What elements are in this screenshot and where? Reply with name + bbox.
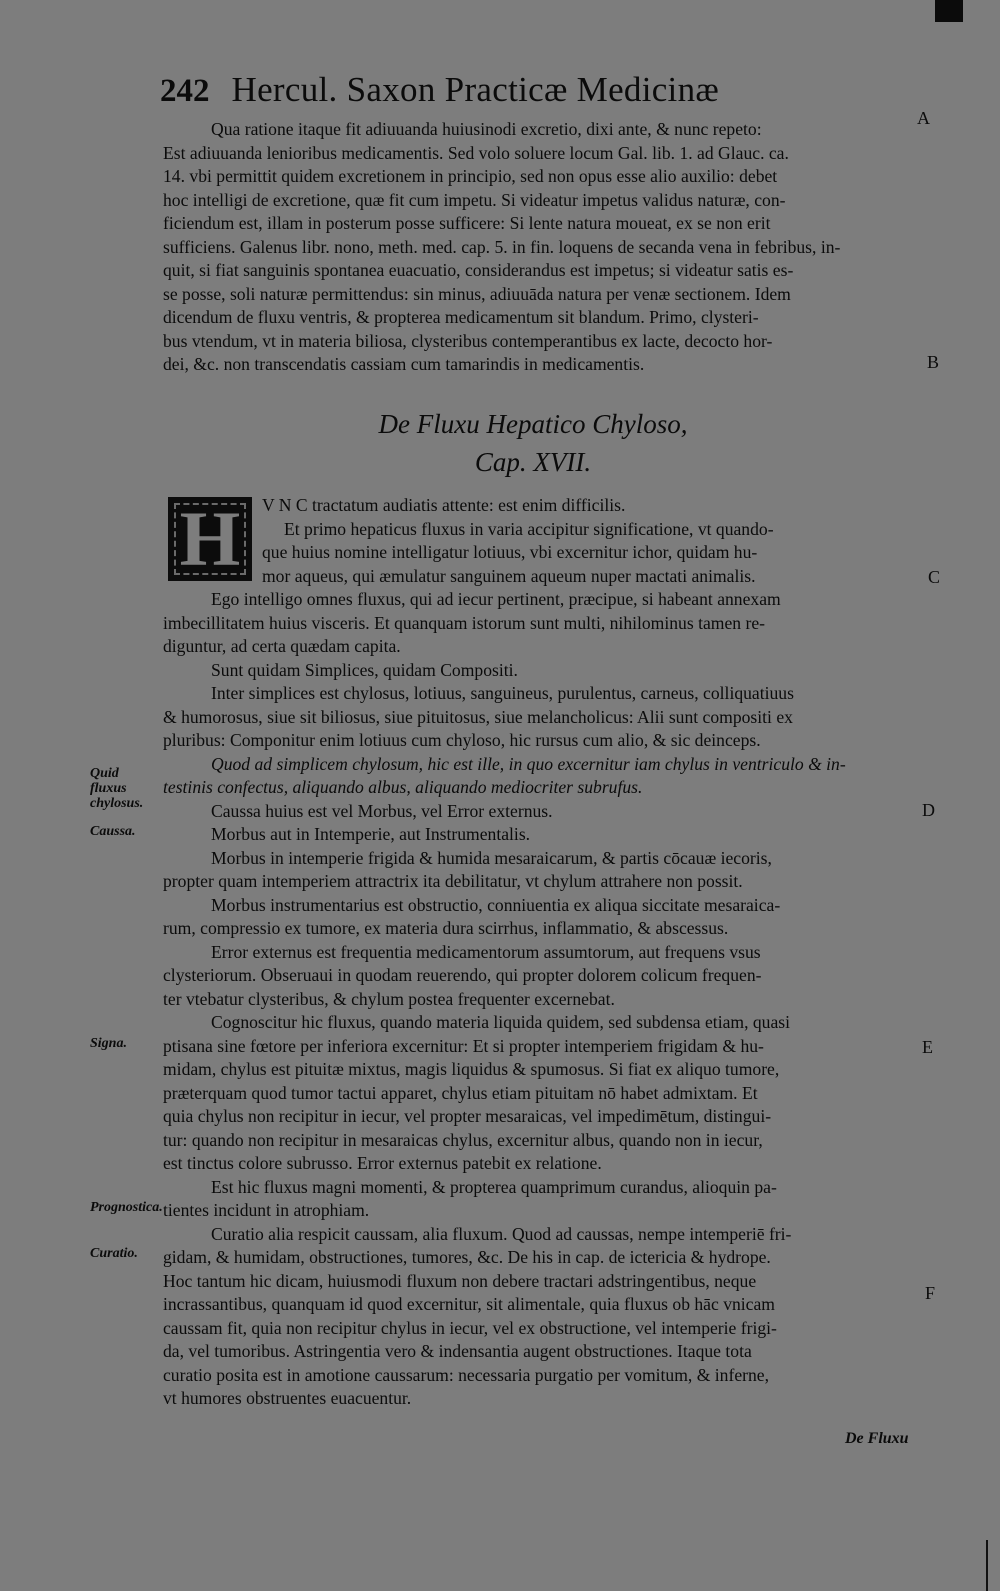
text-line: imbecillitatem huius visceris. Et quanquam istorum sunt multi, nihilominus tamen re-	[163, 612, 766, 633]
section-ref-c: C	[928, 567, 941, 587]
text-line: tur: quando non recipitur in mesaraicas chylus, excernitur albus, quando non in iecur,	[163, 1129, 763, 1150]
chapter-title: De Fluxu Hepatico Chyloso,	[378, 409, 688, 439]
text-line: mor aqueus, qui æmulatur sanguinem aqueum nuper mactati animalis.	[262, 565, 756, 586]
text-line: gidam, & humidam, obstructiones, tumores, &c. De his in cap. de ictericia & hydrope.	[163, 1247, 771, 1267]
text-line: incrassantibus, quanquam id quod excernitur, sit alimentale, quia fluxus ob hāc vnicam	[163, 1294, 775, 1314]
text-line: Est hic fluxus magni momenti, & propterea quamprimum curandus, alioquin pa-	[211, 1176, 777, 1197]
page-number: 242	[160, 73, 210, 109]
section-ref-f: F	[925, 1283, 936, 1303]
text-line: præterquam quod tumor tactui apparet, chylus etiam pituitam nō habet admixtam. Et	[163, 1082, 758, 1103]
text-line: Cognoscitur hic fluxus, quando materia liquida quidem, sed subdensa etiam, quasi	[211, 1012, 791, 1032]
text-line: ter vtebatur clysteribus, & chylum postea frequenter excernebat.	[163, 988, 615, 1009]
text-line: Inter simplices est chylosus, lotiuus, sanguineus, purulentus, carneus, colliquatiuus	[211, 683, 794, 703]
text-line: Morbus aut in Intemperie, aut Instrumentalis.	[211, 824, 531, 844]
text-line: Sunt quidam Simplices, quidam Compositi.	[211, 659, 518, 680]
text-line: quit, si fiat sanguinis spontanea euacuatio, considerandus est impetus; si videatur satis es-	[163, 260, 794, 280]
chapter-number: Cap. XVII.	[474, 447, 592, 477]
text-line: quia chylus non recipitur in iecur, vel propter mesaraicas, vel impedimētum, distingui-	[163, 1106, 772, 1126]
text-line: Caussa huius est vel Morbus, vel Error externus.	[211, 800, 553, 821]
text-line: Morbus instrumentarius est obstructio, conniuentia ex aliqua siccitate mesaraica-	[211, 894, 781, 915]
text-line: Error externus est frequentia medicamentorum assumtorum, aut frequens vsus	[211, 941, 761, 962]
text-line: Qua ratione itaque fit adiuuanda huiusinodi excretio, dixi ante, & nunc repeto:	[211, 119, 762, 139]
intro-paragraph	[262, 494, 902, 588]
text-line: Morbus in intemperie frigida & humida mesaraicarum, & partis cōcauæ iecoris,	[211, 847, 772, 868]
text-line: Curatio alia respicit caussam, alia fluxum. Quod ad caussas, nempe intemperiē fri-	[211, 1223, 792, 1244]
text-line: est tinctus colore subrusso. Error externus patebit ex relatione.	[163, 1153, 602, 1173]
text-line: rum, compressio ex tumore, ex materia dura scirrhus, inflammatio, & abscessus.	[163, 918, 729, 938]
text-line: tientes incidunt in atrophiam.	[163, 1200, 370, 1220]
scan-edge-line	[986, 1540, 988, 1591]
text-line: Est adiuuanda lenioribus medicamentis. Sed volo soluere locum Gal. lib. 1. ad Glauc. ca.	[163, 142, 789, 163]
text-line: vt humores obstruentes euacuentur.	[163, 1388, 412, 1408]
margin-note-prognostica: Prognostica.	[90, 1200, 163, 1215]
text-line: Ego intelligo omnes fluxus, qui ad iecur pertinent, præcipue, si habeant annexam	[211, 589, 781, 609]
text-line: ptisana sine fœtore per inferiora excernitur: Et si propter intemperiem frigidam & hu-	[163, 1035, 764, 1056]
margin-note-signa: Signa.	[90, 1036, 127, 1051]
text-line: da, vel tumoribus. Astringentia vero & indensantia augent obstructiones. Itaque tota	[163, 1341, 752, 1361]
text-line: caussam fit, quia non recipitur chylus in iecur, vel ex obstructione, vel intemperie frigi-	[163, 1317, 777, 1338]
text-line: V N C tractatum audiatis attente: est enim difficilis.	[262, 495, 626, 515]
text-line: hoc intelligi de excretione, quæ fit cum impetu. Si videatur impetus validus naturæ, con-	[163, 189, 786, 210]
text-line: Et primo hepaticus fluxus in varia accipitur significatione, vt quando-	[284, 518, 774, 539]
text-line: Hoc tantum hic dicam, huiusmodi fluxum non debere tractari adstringentibus, neque	[163, 1270, 757, 1291]
section-ref-a: A	[917, 108, 930, 128]
text-line: diguntur, ad certa quædam capita.	[163, 636, 401, 656]
text-line: clysteriorum. Obseruaui in quodam reuerendo, qui propter dolorem colicum frequen-	[163, 965, 762, 985]
text-line: bus vtendum, vt in materia biliosa, clysteribus contemperantibus ex lacte, decocto hor-	[163, 330, 773, 351]
text-line: testinis confectus, aliquando albus, aliquando mediocriter subrufus.	[163, 777, 643, 797]
text-line: dicendum de fluxu ventris, & propterea medicamentum sit blandum. Primo, clysteri-	[163, 307, 759, 327]
running-title: Hercul. Saxon Practicæ Medicinæ	[231, 70, 720, 109]
section-ref-b: B	[927, 352, 940, 372]
margin-note-curatio: Curatio.	[90, 1246, 138, 1261]
text-line: 14. vbi permittit quidem excretionem in principio, sed non opus esse alio auxilio: debet	[163, 166, 778, 186]
catchword: De Fluxu	[845, 1430, 909, 1447]
top-paragraph	[163, 118, 903, 377]
text-line: sufficiens. Galenus libr. nono, meth. med. cap. 5. in fin. loquens de secanda vena in febribus, in-	[163, 236, 841, 257]
text-line: Quod ad simplicem chylosum, hic est ille, in quo excernitur iam chylus in ventriculo & in-	[211, 753, 846, 774]
section-ref-e: E	[922, 1037, 933, 1057]
scan-corner-mark	[935, 0, 963, 22]
running-header	[160, 70, 719, 110]
text-line: & humorosus, siue sit biliosus, siue pituitosus, siue melancholicus: Alii sunt compositi ex	[163, 706, 793, 727]
decorated-initial: H	[168, 497, 252, 581]
text-line: midam, chylus est pituitæ mixtus, magis liquidus & spumosus. Si fiat ex aliquo tumore,	[163, 1059, 780, 1079]
chapter-heading	[163, 405, 903, 481]
text-line: ficiendum est, illam in posterum posse sufficere: Si lente natura moueat, ex se non erit	[163, 213, 771, 233]
section-ref-d: D	[922, 800, 935, 820]
text-line: curatio posita est in amotione caussarum: necessaria purgatio per vomitum, & inferne,	[163, 1364, 769, 1385]
margin-note-quid: Quid fluxus chylosus.	[90, 766, 144, 811]
text-line: propter quam intemperiem attractrix ita debilitatur, vt chylum attrahere non possit.	[163, 871, 743, 891]
text-line: pluribus: Componitur enim lotiuus cum chyloso, hic rursus cum alio, & sic deinceps.	[163, 730, 761, 750]
text-line: dei, &c. non transcendatis cassiam cum tamarindis in medicamentis.	[163, 354, 645, 374]
text-line: se posse, soli naturæ permittendus: sin minus, adiuuāda natura per venæ sectionem. Idem	[163, 283, 791, 304]
margin-note-caussa: Caussa.	[90, 824, 136, 839]
chapter-body	[163, 588, 903, 1411]
text-line: que huius nomine intelligatur lotiuus, vbi excernitur ichor, quidam hu-	[262, 542, 758, 562]
